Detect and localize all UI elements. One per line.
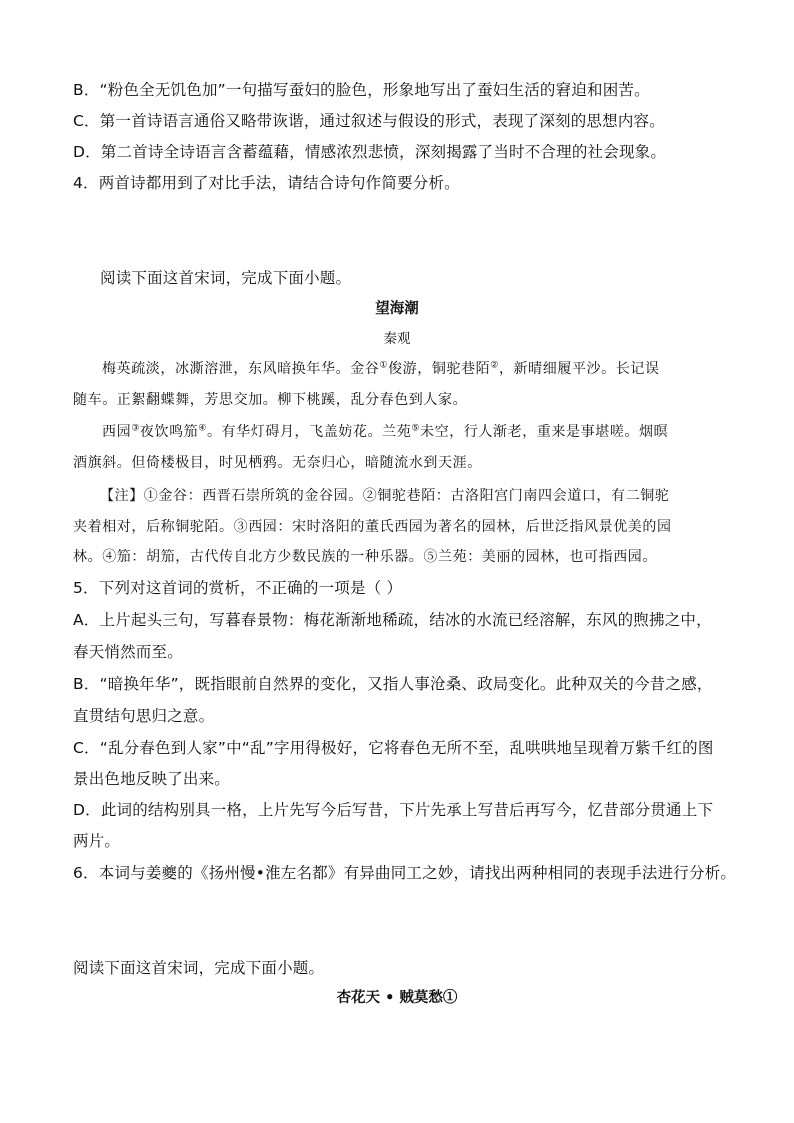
question-6: 6．本词与姜夔的《扬州慢•淮左名都》有异曲同工之妙，请找出两种相同的表现手法进行分析。: [73, 864, 737, 882]
option-d-line: D．第二首诗全诗语言含蓄蕴藉，情感浓烈悲愤，深刻揭露了当时不合理的社会现象。: [73, 143, 667, 161]
option-d-line: 两片。: [73, 832, 121, 850]
question-5: 5．下列对这首词的赏析，不正确的一项是（ ）: [73, 579, 403, 597]
poem-line: 随车。正絮翻蝶舞，芳思交加。柳下桃蹊，乱分春色到人家。: [73, 392, 468, 408]
option-b-line: B．“暗换年华”，既指眼前自然界的变化，又指人事沧桑、政局变化。此种双关的今昔之感，: [73, 675, 713, 693]
note-line: 夹着相对，后称铜驼陌。③西园：宋时洛阳的董氏西园为著名的园林，后世泛指风景优美的园: [73, 519, 672, 535]
note-line: 林。④笳：胡笳，古代传自北方少数民族的一种乐器。⑤兰苑：美丽的园林，也可指西园。: [73, 549, 657, 565]
poem-line: 酒旗斜。但倚楼极目，时见栖鸦。无奈归心，暗随流水到天涯。: [73, 455, 482, 471]
poem-line: 西园③夜饮鸣笳④。有华灯碍月，飞盖妨花。兰苑⑤未空，行人渐老，重来是事堪嗟。烟暝: [102, 423, 669, 440]
option-b-line: B．“粉色全无饥色加”一句描写蚕妇的脸色，形象地写出了蚕妇生活的窘迫和困苦。: [73, 81, 650, 99]
option-c-line: C．“乱分春色到人家”中“乱”字用得极好，它将春色无所不至，乱哄哄地呈现着万紫千红的图: [73, 739, 714, 757]
option-d-line: D．此词的结构别具一格，上片先写今后写昔，下片先承上写昔后再写今，忆昔部分贯通上下: [73, 801, 714, 819]
question-4: 4．两首诗都用到了对比手法，请结合诗句作简要分析。: [73, 174, 460, 192]
poem-title: 杏花天 • 贼莫愁①: [336, 989, 458, 1006]
poem-author: 秦观: [383, 331, 411, 347]
option-c-line: 景出色地反映了出来。: [73, 770, 231, 788]
reading-intro: 阅读下面这首宋词，完成下面小题。: [100, 269, 352, 287]
option-c-line: C．第一首诗语言通俗又略带诙谐，通过叙述与假设的形式，表现了深刻的思想内容。: [73, 112, 665, 130]
note-line: 【注】①金谷：西晋石崇所筑的金谷园。②铜驼巷陌：古洛阳宫门南四会道口，有二铜驼: [100, 488, 670, 504]
poem-line: 梅英疏淡，冰澌溶泄，东风暗换年华。金谷①俊游，铜驼巷陌②，新晴细履平沙。长记误: [102, 360, 660, 377]
poem-title: 望海潮: [375, 300, 419, 317]
option-b-line: 直贯结句思归之意。: [73, 707, 215, 725]
option-a-line: 春天悄然而至。: [73, 643, 183, 661]
reading-intro: 阅读下面这首宋词，完成下面小题。: [73, 959, 325, 977]
option-a-line: A．上片起头三句，写暮春景物：梅花渐渐地稀疏，结冰的水流已经溶解，东风的煦拂之中，: [73, 611, 712, 629]
